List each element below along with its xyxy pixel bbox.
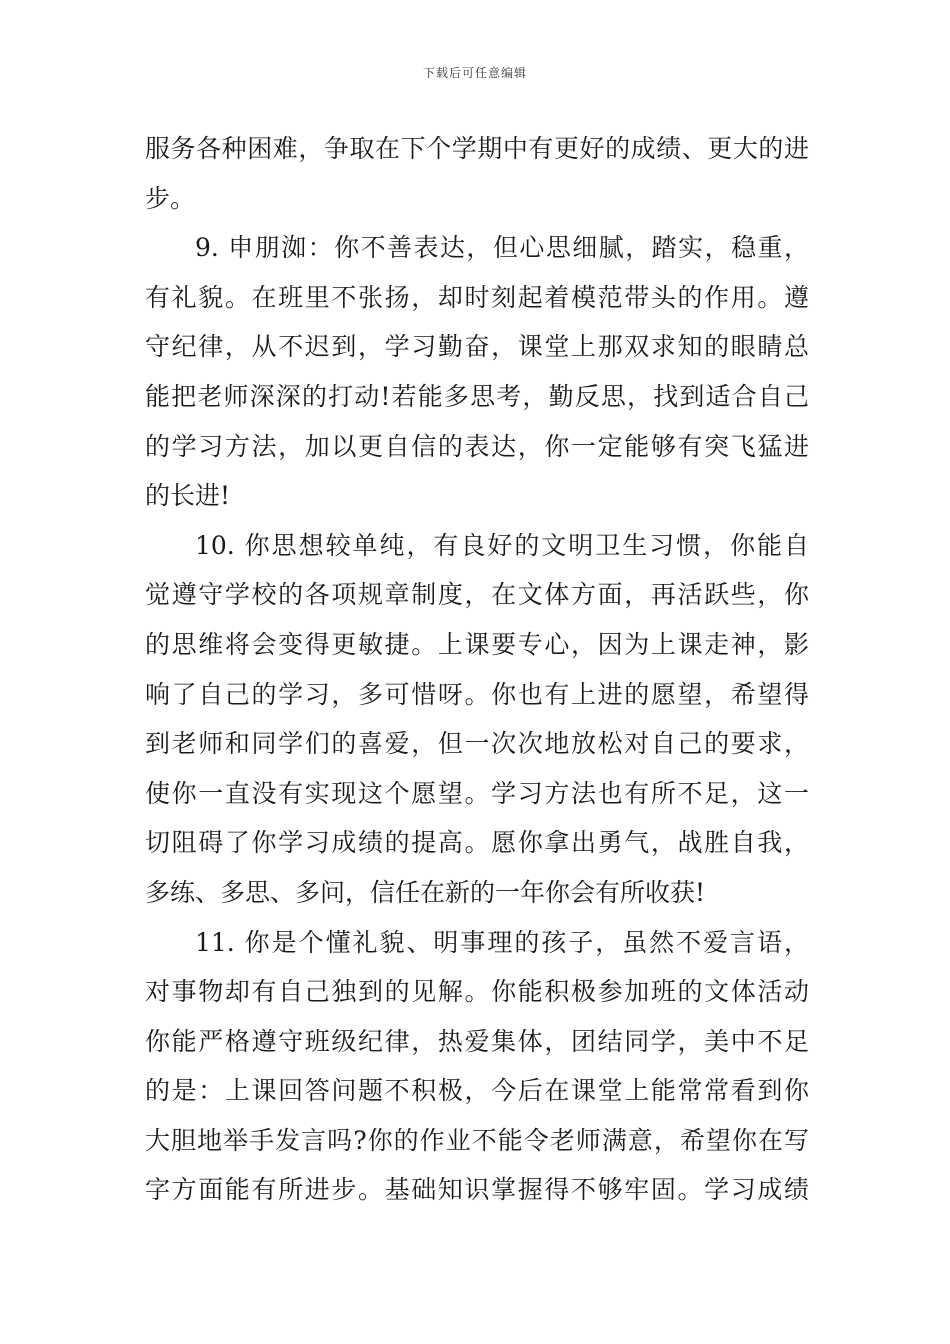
text-line: 到老师和同学们的喜爱，但一次次地放松对自己的要求， [145, 729, 809, 759]
text-line: 多练、多思、多问，信任在新的一年你会有所收获! [145, 877, 706, 907]
text-line: 响了自己的学习，多可惜呀。你也有上进的愿望，希望得 [145, 679, 809, 709]
text-line: 使你一直没有实现这个愿望。学习方法也有所不足，这一 [145, 778, 809, 808]
text-line: 守纪律，从不迟到，学习勤奋，课堂上那双求知的眼睛总 [145, 332, 809, 362]
text-line: 觉遵守学校的各项规章制度，在文体方面，再活跃些，你 [145, 580, 809, 610]
text-line: 步。 [145, 183, 196, 213]
text-line: 你能严格遵守班级纪律，热爱集体，团结同学，美中不足 [145, 1026, 809, 1056]
text-line: 大胆地举手发言吗?你的作业不能令老师满意，希望你在写 [145, 1125, 809, 1155]
text-line: 的是：上课回答问题不积极，今后在课堂上能常常看到你 [145, 1076, 809, 1106]
text-line: 字方面能有所进步。基础知识掌握得不够牢固。学习成绩 [145, 1175, 809, 1205]
document-body [145, 124, 809, 1215]
text-line: 有礼貌。在班里不张扬，却时刻起着模范带头的作用。遵 [145, 282, 809, 312]
text-line: 对事物却有自己独到的见解。你能积极参加班的文体活动 [145, 977, 809, 1007]
text-line: 11. 你是个懂礼貌、明事理的孩子，虽然不爱言语， [195, 927, 809, 957]
page-header: 下载后可任意编辑 [422, 66, 527, 80]
text-line: 的学习方法，加以更自信的表达，你一定能够有突飞猛进 [145, 431, 809, 461]
text-line: 9. 申朋洳：你不善表达，但心思细腻，踏实，稳重， [195, 233, 809, 263]
text-line: 的思维将会变得更敏捷。上课要专心，因为上课走神，影 [145, 629, 809, 659]
text-line: 10. 你思想较单纯，有良好的文明卫生习惯，你能自 [195, 530, 809, 560]
text-line: 的长进! [145, 481, 231, 511]
text-line: 能把老师深深的打动!若能多思考，勤反思，找到适合自己 [145, 381, 809, 411]
text-line: 切阻碍了你学习成绩的提高。愿你拿出勇气，战胜自我， [145, 828, 809, 858]
text-line: 服务各种困难，争取在下个学期中有更好的成绩、更大的进 [145, 134, 809, 163]
